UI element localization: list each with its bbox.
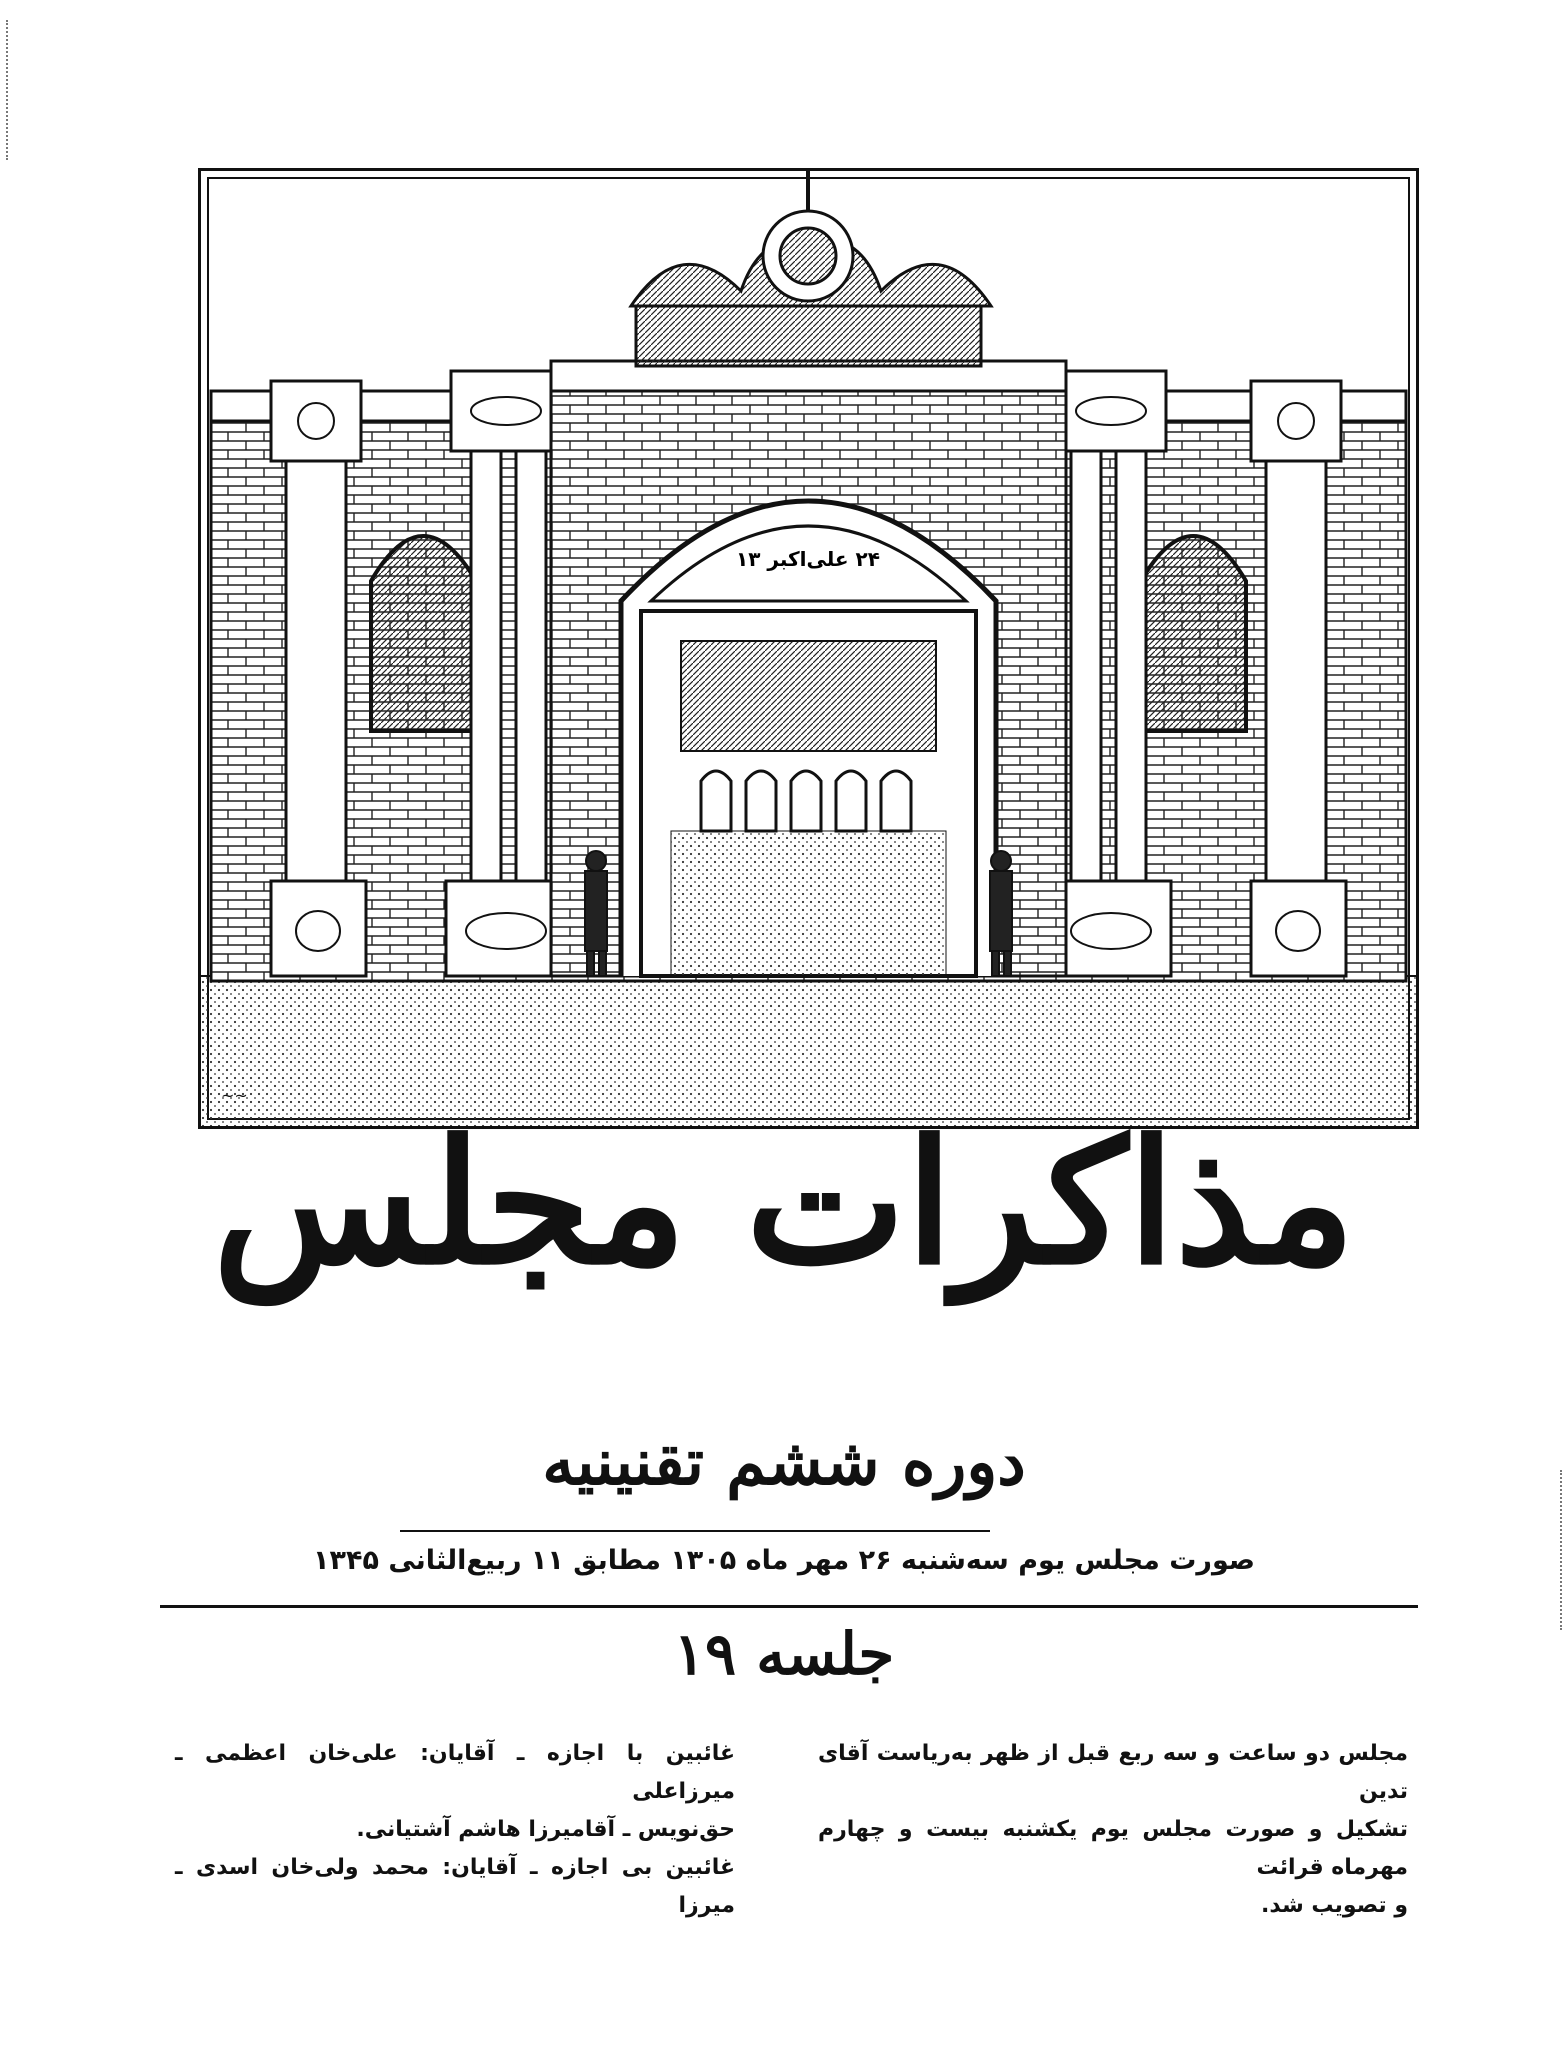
parliament-gate-engraving bbox=[198, 168, 1419, 1129]
left-niche bbox=[371, 536, 476, 731]
divider bbox=[160, 1605, 1418, 1608]
right-niche bbox=[1141, 536, 1246, 731]
session-heading: جلسه ۱۹ bbox=[673, 1620, 895, 1688]
paragraph-line: و تصویب شد. bbox=[1261, 1893, 1408, 1918]
paragraph-line: غائبین با اجازه ـ آقایان: علی‌خان اعظمی ـ میرزاعلی bbox=[175, 1741, 735, 1804]
paragraph-line: حق‌نویس ـ آقامیرزا هاشم آشتیانی. bbox=[356, 1817, 735, 1842]
engraving-illustration bbox=[201, 171, 1416, 1126]
divider bbox=[400, 1530, 990, 1532]
right-column bbox=[818, 1735, 1408, 1925]
paragraph-line: تشکیل و صورت مجلس یوم یکشنبه بیست و چهارم مهرماه قرائت bbox=[818, 1817, 1408, 1880]
paragraph-line: مجلس دو ساعت و سه ربع قبل از ظهر به‌ریاست آقای تدین bbox=[818, 1741, 1408, 1804]
artist-signature: ~~ bbox=[221, 1086, 248, 1105]
page-title: مذاکرات مجلس bbox=[212, 1103, 1356, 1303]
left-column bbox=[175, 1735, 735, 1925]
scan-edge-mark bbox=[6, 20, 12, 160]
royal-crest bbox=[631, 171, 991, 366]
page-subtitle: دوره ششم تقنینیه bbox=[542, 1425, 1026, 1500]
record-date-line: صورت مجلس یوم سه‌شنبه ۲۶ مهر ماه ۱۳۰۵ مطابق ۱۱ ربیع‌الثانی ۱۳۴۵ bbox=[313, 1545, 1255, 1576]
arch-inscription: ۲۴ علی‌اکبر ۱۳ bbox=[736, 547, 880, 571]
paragraph-line: غائبین بی اجازه ـ آقایان: محمد ولی‌خان اسدی ـ میرزا bbox=[175, 1855, 735, 1918]
